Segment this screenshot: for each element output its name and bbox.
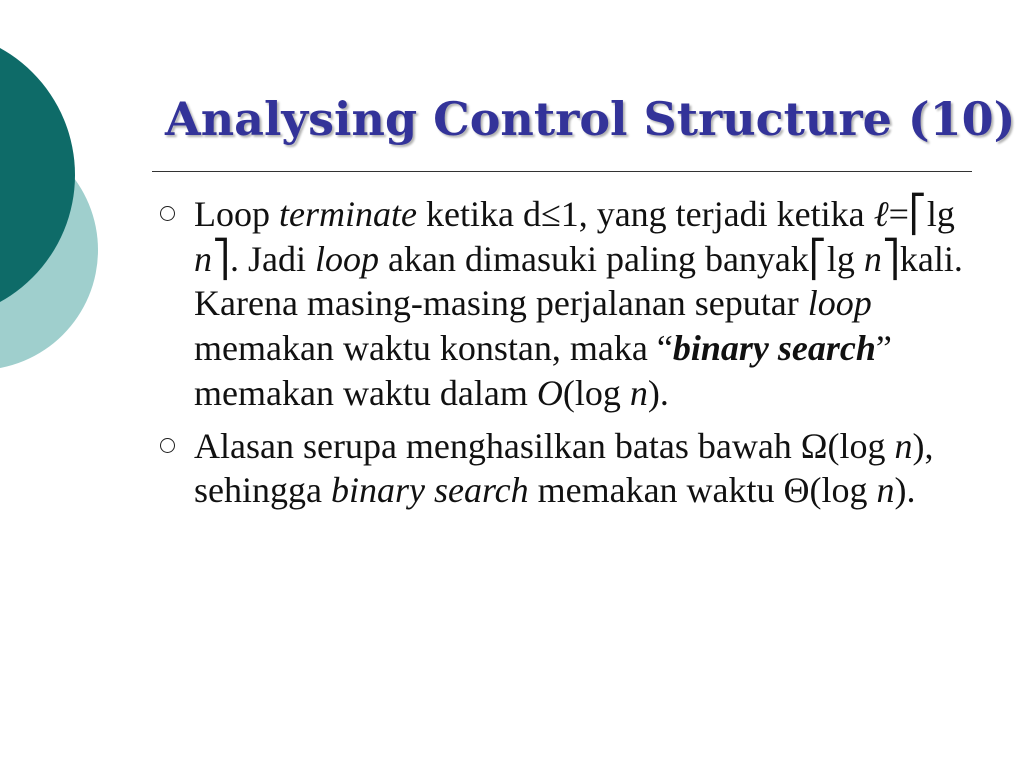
hollow-circle-bullet-icon <box>160 438 175 453</box>
decorative-circles <box>0 0 120 420</box>
title-divider <box>152 171 972 172</box>
slide-title: Analysing Control Structure (10) <box>165 92 1016 146</box>
hollow-circle-bullet-icon <box>160 206 175 221</box>
bullet-text: Alasan serupa menghasilkan batas bawah Ω(log n), sehingga binary search memakan waktu Θ(log n). <box>194 425 934 511</box>
ell-symbol: ℓ <box>873 194 889 234</box>
bullet-list <box>150 192 975 521</box>
bullet-item-1 <box>150 192 975 416</box>
bullet-item-2 <box>150 424 975 513</box>
bullet-text: Loop terminate ketika d≤1, yang terjadi ketika ℓ=⎡lg n⎤. Jadi loop akan dimasuki paling banyak⎡lg n⎤kali. Karena masing-masing perjalanan seputar loop memakan waktu konstan, maka “binary search” memakan waktu dalam O(log n). <box>194 194 963 413</box>
emphasis-binary-search: binary search <box>672 328 876 369</box>
